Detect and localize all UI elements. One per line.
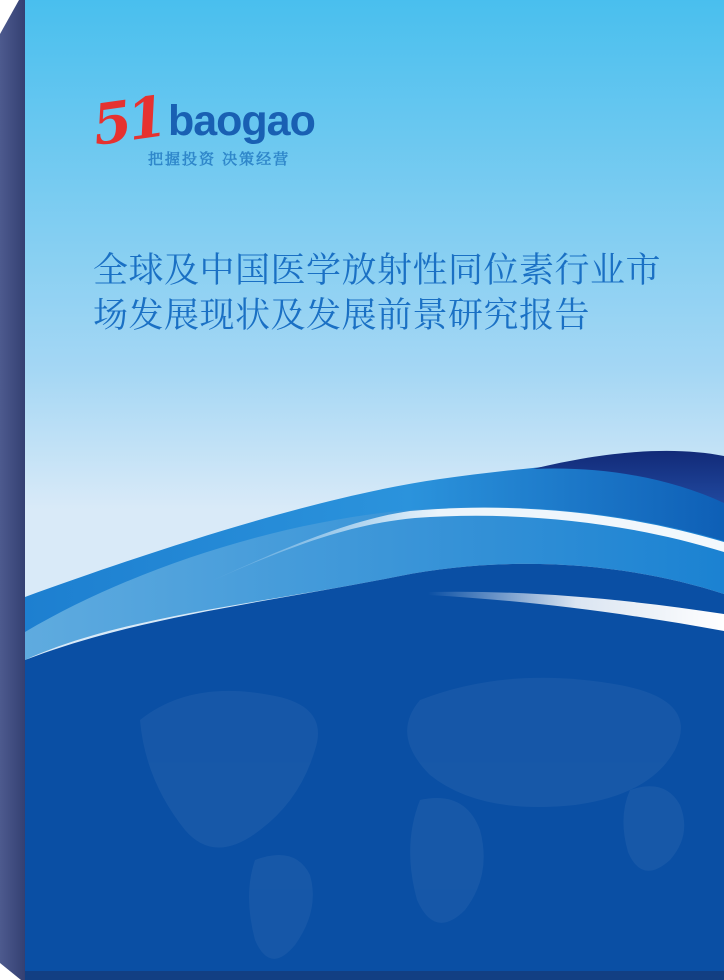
logo bbox=[88, 83, 315, 169]
left-spine-bar bbox=[0, 0, 25, 980]
logo-mark-51: 51 bbox=[88, 83, 167, 159]
bottom-strip bbox=[0, 971, 724, 980]
logo-tagline: 把握投资 决策经营 bbox=[148, 151, 291, 168]
logo-wordmark bbox=[88, 83, 315, 159]
report-title-line-2: 场发展现状及发展前景研究报告 bbox=[93, 296, 591, 335]
report-title bbox=[93, 248, 661, 338]
report-title-line-1: 全球及中国医学放射性同位素行业市 bbox=[93, 251, 662, 290]
logo-name-baogao: baogao bbox=[167, 97, 315, 145]
